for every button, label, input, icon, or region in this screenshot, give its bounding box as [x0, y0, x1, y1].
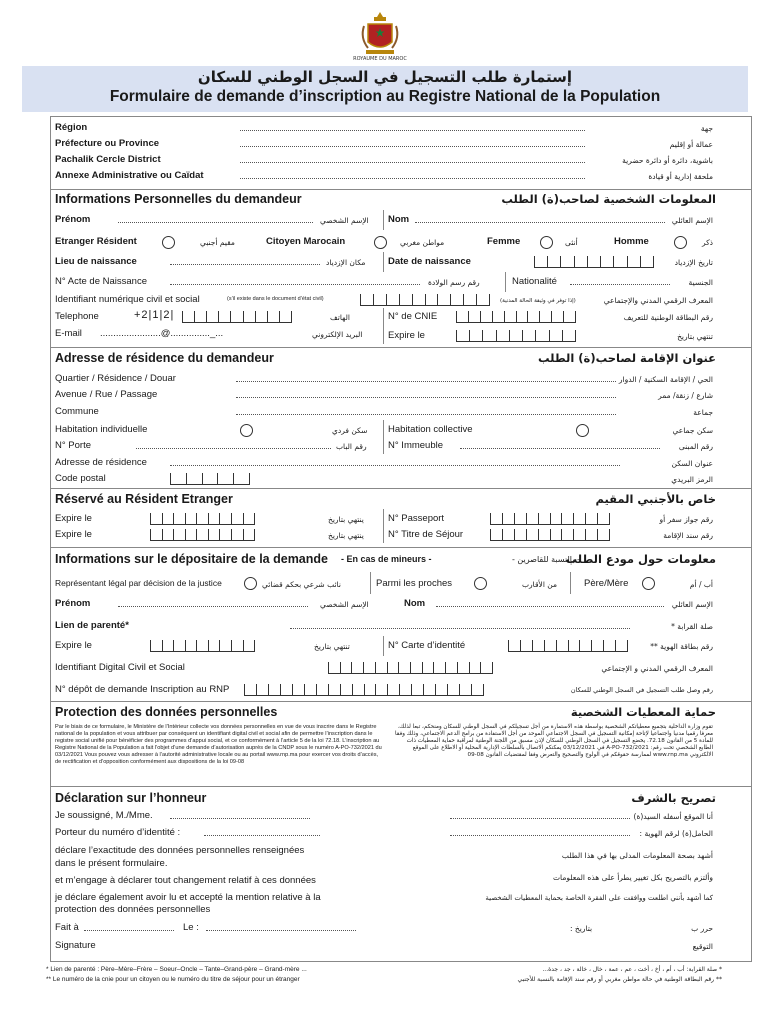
form-frame — [50, 116, 752, 962]
femme-label-ar: أنثى — [565, 238, 578, 247]
footnote-parente: * Lien de parenté : Père–Mère–Frère – Soeur–Oncle – Tante–Grand-père – Grand-mère ... — [46, 966, 307, 973]
date-naissance-label: Date de naissance — [388, 256, 471, 267]
personal-section-title: Informations Personnelles du demandeur — [55, 192, 302, 206]
nationalite-label: Nationalité — [512, 276, 557, 287]
commune-label: Commune — [55, 406, 99, 417]
date-label: Le : — [183, 922, 199, 933]
foreign-section-title-ar: خاص بالأجنبي المقيم — [595, 492, 716, 506]
identifiant-label-ar: المعرف الرقمي المدني والإجتماعي — [603, 296, 713, 305]
depositaire-section-subtitle: - En cas de mineurs - — [341, 554, 432, 564]
depot-rnp-label: N° dépôt de demande Inscription au RNP — [55, 684, 230, 695]
immeuble-label: N° Immeuble — [388, 440, 444, 451]
dep-prenom-label: Prénom — [55, 598, 91, 609]
lieu-naissance-label: Lieu de naissance — [55, 256, 137, 267]
passeport-label-ar: رقم جواز سفر أو — [659, 515, 713, 524]
quartier-label-ar: الحي / الإقامة السكنية / الدوار — [618, 375, 713, 384]
dep-identifiant-label: Identifiant Digital Civil et Social — [55, 662, 185, 673]
region-label-ar: جهة — [700, 124, 713, 133]
telephone-label: Telephone — [55, 311, 99, 322]
telephone-label-ar: الهاتف — [330, 313, 350, 322]
dep-expire-label: Expire le — [55, 640, 92, 651]
form-title-arabic: إستمارة طلب التسجيل في السجل الوطني للسكان — [197, 68, 573, 86]
depositaire-section-subtitle-ar: - بالنسبة للقاصرين - — [512, 555, 580, 564]
annexe-label: Annexe Administrative ou Caïdat — [55, 170, 204, 181]
pachalik-label-ar: باشوية، دائرة أو دائرة حضرية — [622, 156, 713, 165]
email-field[interactable]: .......................@..............._... — [100, 328, 224, 339]
hab-collective-label: Habitation collective — [388, 424, 473, 435]
decl-soussigne-label-ar: أنا الموقع أسفله السيد(ة) — [633, 812, 713, 821]
email-label: E-mail — [55, 328, 82, 339]
code-postal-label-ar: الرمز البريدي — [671, 475, 713, 484]
depot-rnp-label-ar: رقم وصل طلب التسجيل في السجل الوطني للسكان — [570, 686, 713, 694]
citoyen-label-ar: مواطن مغربي — [400, 238, 445, 247]
hab-individuelle-label: Habitation individuelle — [55, 424, 148, 435]
pachalik-label: Pachalik Cercle District — [55, 154, 161, 165]
avenue-label-ar: شارع / زنقة/ ممر — [658, 391, 713, 400]
emblem-caption: ROYAUME DU MAROC — [353, 56, 407, 62]
foreign-expire-label-ar-2: ينتهي بتاريخ — [328, 531, 364, 540]
decl-engage-text: et m’engage à déclarer tout changement relatif à ces données — [55, 875, 316, 886]
date-naissance-label-ar: تاريخ الإزدياد — [674, 258, 713, 267]
footnote-parente-ar: * صلة القرابة: أب ، أم ، أخ ، أخت ، عم ، عمة ، خال ، خالة ، جد ، جدة... — [542, 966, 722, 973]
porte-label: N° Porte — [55, 440, 92, 451]
code-postal-label: Code postal — [55, 473, 106, 484]
lien-parente-label-ar: صلة القرابة * — [671, 622, 713, 631]
signature-label: Signature — [55, 940, 96, 951]
decl-accepte-text-ar: كما أشهد بأنني اطلعت ووافقت على الفقرة الخاصة بحماية المعطيات الشخصية — [485, 894, 713, 902]
date-label-ar: بتاريخ : — [570, 924, 593, 933]
etranger-label-ar: مقيم أجنبي — [200, 238, 235, 247]
form-title-french: Formulaire de demande d’inscription au Registre National de la Population — [109, 88, 661, 105]
identifiant-note-ar: (إذا توفر في وثيقة الحالة المدنية) — [500, 298, 576, 304]
declaration-section-title: Déclaration sur l’honneur — [55, 791, 207, 805]
commune-label-ar: جماعة — [693, 408, 713, 417]
foreign-section-title: Réservé au Résident Etranger — [55, 492, 233, 506]
adresse-label: Adresse de résidence — [55, 457, 147, 468]
cnie-expire-label-ar: تنتهي بتاريخ — [677, 332, 713, 341]
femme-label: Femme — [487, 236, 521, 247]
etranger-label: Etranger Résident — [55, 236, 137, 247]
prenom-label-ar: الإسم الشخصي — [320, 216, 369, 225]
hab-collective-label-ar: سكن جماعي — [672, 426, 713, 435]
cnie-label-ar: رقم البطاقة الوطنية للتعريف — [623, 313, 713, 322]
identifiant-label: Identifiant numérique civil et social — [55, 294, 200, 305]
representant-label: Représentant légal par décision de la justice — [55, 578, 222, 588]
adresse-label-ar: عنوان السكن — [671, 459, 713, 468]
passeport-label: N° Passeport — [388, 513, 445, 524]
decl-soussigne-label: Je soussigné, M./Mme. — [55, 810, 153, 821]
lien-parente-label: Lien de parenté* — [55, 620, 129, 631]
prefecture-label-ar: عمالة أو إقليم — [669, 140, 713, 149]
acte-naissance-label-ar: رقم رسم الولادة — [428, 278, 480, 287]
moroccan-coat-of-arms-icon — [356, 8, 404, 60]
nom-label-ar: الإسم العائلي — [671, 216, 713, 225]
quartier-label: Quartier / Résidence / Douar — [55, 373, 176, 384]
homme-label: Homme — [614, 236, 649, 247]
foreign-expire-label-ar: ينتهي بتاريخ — [328, 515, 364, 524]
depositaire-section-title: Informations sur le dépositaire de la demande — [55, 552, 328, 566]
decl-exactitude-text: déclare l’exactitude des données personnelles renseignées — [55, 845, 305, 856]
address-section-title-ar: عنوان الإقامة لصاحب(ة) الطلب — [537, 351, 716, 365]
protection-section-title-ar: حماية المعطيات الشخصية — [570, 705, 716, 719]
dep-expire-label-ar: تنتهي بتاريخ — [314, 642, 350, 651]
hab-individuelle-label-ar: سكن فردي — [332, 426, 368, 435]
nom-label: Nom — [388, 214, 410, 225]
footnote-cnie: ** Le numéro de la cnie pour un citoyen ou le numéro du titre de séjour pour un étranger — [46, 976, 300, 983]
signature-label-ar: التوقيع — [692, 942, 713, 951]
decl-accepte-text: je déclare également avoir lu et accepté la mention relative à la — [55, 892, 321, 903]
address-section-title: Adresse de résidence du demandeur — [55, 351, 274, 365]
acte-naissance-label: N° Acte de Naissance — [55, 276, 147, 287]
decl-accepte-text-2: protection des données personnelles — [55, 904, 211, 915]
email-label-ar: البريد الإلكتروني — [312, 330, 363, 339]
citoyen-label: Citoyen Marocain — [266, 236, 346, 247]
foreign-expire-label: Expire le — [55, 513, 92, 524]
pere-mere-label-ar: أب / أم — [689, 580, 713, 589]
annexe-label-ar: ملحقة إدارية أو قيادة — [648, 172, 713, 181]
cnie-expire-label: Expire le — [388, 330, 425, 341]
carte-identite-label-ar: رقم بطاقة الهوية ** — [650, 642, 713, 651]
protection-section-title: Protection des données personnelles — [55, 705, 278, 719]
immeuble-label-ar: رقم المبنى — [678, 442, 713, 451]
decl-engage-text-ar: وألتزم بالتصريح بكل تغيير يطرأ على هذه المعلومات — [552, 873, 713, 882]
protection-text-ar: تقوم وزارة الداخلية بتجميع معطياتكم الشخصية بواسطة هذه الاستمارة من أجل تسجيلكم في السجل الوطني للسكان ومنحكم، تبعا لذلك، معرفا رقميا مدنيا واجتماعيا لإتاحة إمكانية التسجيل في السجل الاجتماعي الموحد من أجل الاستفادة من برامج الدعم الاجتماعي، وذلك وفقا للمادة 5 من القانون 72.18. يخضع التسجيل في السجل الوطني للسكان لإذن مسبق من اللجنة الوطنية لمراقبة حماية المعطيات ذات الطابع الشخصي تحت رقم: A-PO-732/2021 في 03/12/2021 يمكنكم الاتصال بالسلطات الإدارية المحلية أو الاطلاع على الموقع الالكتروني www.rnp.ma لممارسة حقوقكم في الولوج والتصحيح والتعرض وفقا لمقتضيات القانون 08-09 — [395, 724, 713, 758]
dep-nom-label-ar: الإسم العائلي — [671, 600, 713, 609]
phone-prefix: +2|1|2| — [134, 309, 175, 321]
declaration-section-title-ar: تصريح بالشرف — [631, 791, 716, 805]
porte-label-ar: رقم الباب — [336, 442, 367, 451]
dep-identifiant-label-ar: المعرف الرقمي المدني و الإجتماعي — [601, 664, 713, 673]
fait-a-label: Fait à — [55, 922, 79, 933]
prefecture-label: Préfecture ou Province — [55, 138, 160, 149]
proches-label: Parmi les proches — [376, 578, 453, 589]
pere-mere-label: Père/Mère — [584, 578, 629, 589]
depositaire-section-title-ar: معلومات حول مودع الطلب — [565, 552, 716, 566]
cnie-label: N° de CNIE — [388, 311, 438, 322]
footnote-cnie-ar: ** رقم البطاقة الوطنية في حالة مواطن مغربي أو رقم سند الإقامة بالنسبة للأجنبي — [517, 976, 722, 983]
prenom-label: Prénom — [55, 214, 91, 225]
dep-nom-label: Nom — [404, 598, 426, 609]
personal-section-title-ar: المعلومات الشخصية لصاحب(ة) الطلب — [501, 192, 716, 206]
lieu-naissance-label-ar: مكان الإزدياد — [326, 258, 366, 267]
dep-prenom-label-ar: الإسم الشخصي — [320, 600, 369, 609]
fait-a-label-ar: حرر ب — [691, 924, 713, 933]
avenue-label: Avenue / Rue / Passage — [55, 389, 158, 400]
nationalite-label-ar: الجنسية — [688, 278, 713, 287]
titre-sejour-label-ar: رقم سند الإقامة — [663, 531, 713, 540]
foreign-expire-label-2: Expire le — [55, 529, 92, 540]
decl-exactitude-text-2: dans le présent formulaire. — [55, 858, 168, 869]
protection-text-fr: Par le biais de ce formulaire, le Ministère de l’Intérieur collecte vos données personnelles en vue de vous inscrire dans le Registre national de la population et vous attribuer par conséquent un identifiant digital civil et social afin de permettre l’inscription dans le registre social unifié pour bénéficier des programmes d’appui social, et ce conformément à l’article 5 de la loi 72.18. L’inscription au Registre National de la Population a fait l’objet d’une demande d’autorisation auprès de la CNDP sous le numéro A-PO-732/2021 du 03/12/2021 Vous pouvez vous adresser à l’autorité administrative locale ou au portail www.rnp.ma pour exercer vos droits d’accès, de rectification et d’opposition conformément aux dispositions de la loi 09-08 — [55, 724, 382, 765]
carte-identite-label: N° Carte d’identité — [388, 640, 466, 651]
representant-label-ar: نائب شرعي بحكم قضائي — [262, 580, 341, 589]
titre-sejour-label: N° Titre de Séjour — [388, 529, 464, 540]
decl-identite-label: Porteur du numéro d’identité : — [55, 827, 181, 838]
identifiant-note: (s’il existe dans le document d’état civil) — [227, 296, 324, 302]
decl-exactitude-text-ar: أشهد بصحة المعلومات المدلى بها في هذا الطلب — [561, 851, 713, 860]
decl-identite-label-ar: الحامل(ة) لرقم الهوية : — [639, 829, 713, 838]
homme-label-ar: ذكر — [701, 238, 713, 247]
proches-label-ar: من الأقارب — [522, 580, 558, 589]
region-label: Région — [55, 122, 88, 133]
